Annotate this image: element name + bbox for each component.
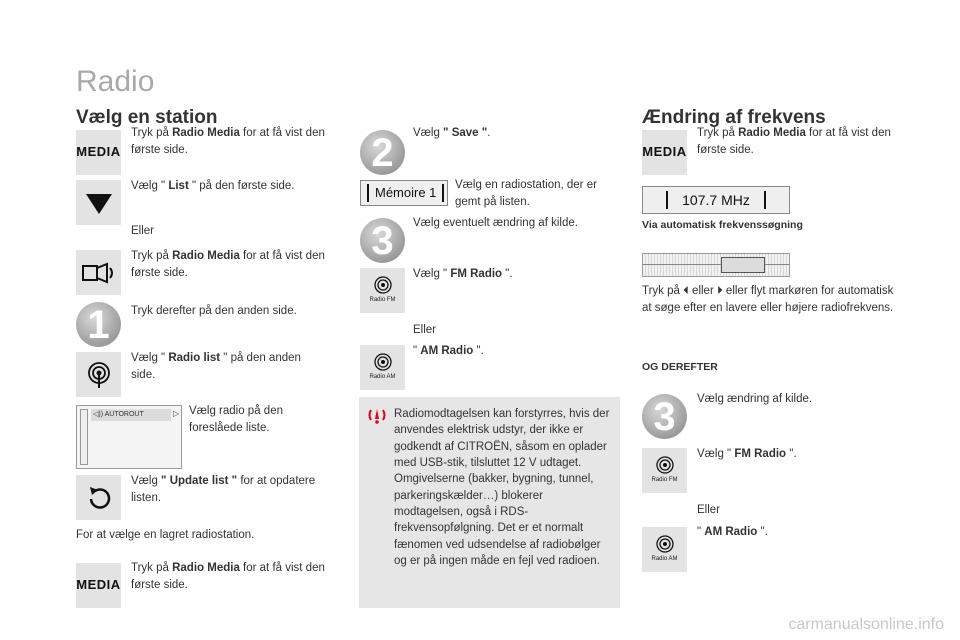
memoire-text: Vælg en radiostation, der er gemt på listen.	[455, 179, 597, 208]
stored-station-note: For at vælge en lagret radiostation.	[76, 529, 255, 541]
list-item: ◁)) AUTOROUT	[91, 409, 171, 421]
radio-am-button	[360, 345, 405, 390]
media-label: MEDIA	[76, 144, 121, 160]
radio-am-label: Radio AM	[369, 374, 396, 381]
radio-am-icon	[374, 353, 392, 371]
update-list-button	[76, 475, 121, 520]
right-heading: Ændring af frekvens	[642, 107, 826, 128]
warning-text: Radiomodtagelsen kan forstyrres, hvis der anvendes elektrisk udstyr, der ikke er godkendt af CITROËN, såsom en oplader med USB-stik, tilsluttet 12 V udtaget. Omgivelserne (bakker, bygning, tunnel, parkeringskælder…) blokerer modtagelsen, også i RDS-frekvensopfølgning. Det er et normalt fænomen ved udsendelse af radiobølger og er på ingen måde en fejl ved radioen.	[394, 408, 610, 567]
auto-search-title: Via automatisk frekvenssøgning	[642, 219, 803, 231]
warning-box	[359, 397, 620, 608]
left-heading: Vælg en station	[76, 107, 218, 128]
freq-bar-icon	[764, 191, 766, 209]
memoire-label: Mémoire 1	[375, 184, 437, 200]
left-step1: Tryk på Radio Media for at få vist den første side.	[131, 127, 325, 156]
list-scrollbar	[80, 409, 88, 465]
slider-track	[643, 264, 789, 265]
press-step: Tryk på ⏴ eller ⏵ eller flyt markøren for automatisk at søge efter en lavere eller højere radiofrekvens.	[642, 285, 894, 314]
right-change-source: Vælg ændring af kilde.	[697, 393, 813, 405]
freq-bar-icon	[666, 191, 668, 209]
radio-waves-icon	[85, 361, 113, 389]
left-step7: Vælg " Update list " for at opdatere listen.	[131, 475, 316, 504]
warning-icon	[366, 407, 388, 425]
slider-cursor	[721, 257, 765, 273]
frequency-display	[642, 186, 790, 214]
triangle-down-icon	[86, 192, 112, 214]
memoire-button	[360, 180, 448, 206]
left-step4: Tryk derefter på den anden side.	[131, 305, 297, 317]
step-number-3-right: 3	[642, 394, 687, 439]
radio-fm-button	[360, 268, 405, 313]
radio-fm-button-right	[642, 448, 687, 493]
radio-fm-label: Radio FM	[651, 477, 678, 484]
left-or: Eller	[131, 225, 155, 237]
caret-right-icon: ⏵	[716, 285, 723, 297]
radio-media-button	[76, 250, 121, 295]
radio-am-icon	[656, 535, 674, 553]
then-title: OG DEREFTER	[642, 361, 718, 373]
radio-am-button-right	[642, 527, 687, 572]
media-label: MEDIA	[642, 144, 687, 160]
right-step1: Tryk på Radio Media for at få vist den første side.	[697, 127, 891, 156]
frequency-slider	[642, 253, 790, 277]
step-number-1: 1	[76, 302, 121, 347]
chevron-right-icon: ▷	[173, 409, 180, 418]
left-step8: Tryk på Radio Media for at få vist den første side.	[131, 562, 325, 591]
left-step3: Tryk på Radio Media for at få vist den første side.	[131, 250, 325, 279]
radio-list-button	[76, 352, 121, 397]
station-list-widget	[76, 405, 182, 469]
radio-fm-icon	[656, 456, 674, 474]
page-title: Radio	[76, 65, 155, 98]
caret-left-icon: ⏴	[683, 285, 689, 297]
radio-am-label: Radio AM	[651, 556, 678, 563]
refresh-icon	[86, 485, 112, 511]
step-number-3: 3	[360, 218, 405, 263]
media-button-2	[76, 563, 121, 608]
footer-watermark: carmanualsonline.info	[788, 615, 944, 633]
radio-fm-icon	[374, 276, 392, 294]
right-fm-step: Vælg " FM Radio ".	[697, 448, 797, 460]
memoire-bar-icon	[367, 184, 369, 202]
media-label: MEDIA	[76, 577, 121, 593]
media-button-right	[642, 130, 687, 175]
memoire-bar-icon	[442, 184, 444, 202]
save-step: Vælg " Save ".	[413, 127, 491, 139]
left-step5: Vælg " Radio list " på den anden side.	[131, 352, 301, 381]
left-step2: Vælg " List " på den første side.	[131, 180, 295, 192]
frequency-value: 107.7 MHz	[682, 191, 750, 208]
radio-fm-label: Radio FM	[369, 297, 396, 304]
down-arrow-button	[76, 180, 121, 225]
left-step6: Vælg radio på den foreslåede liste.	[189, 405, 283, 434]
right-or: Eller	[697, 504, 721, 516]
fm-step: Vælg " FM Radio ".	[413, 268, 513, 280]
step-number-2: 2	[360, 130, 405, 175]
am-step: " AM Radio ".	[413, 345, 484, 357]
middle-or: Eller	[413, 324, 437, 336]
radio-media-icon	[81, 260, 117, 286]
media-button	[76, 130, 121, 175]
change-source-step: Vælg eventuelt ændring af kilde.	[413, 217, 578, 229]
right-am-step: " AM Radio ".	[697, 526, 768, 538]
